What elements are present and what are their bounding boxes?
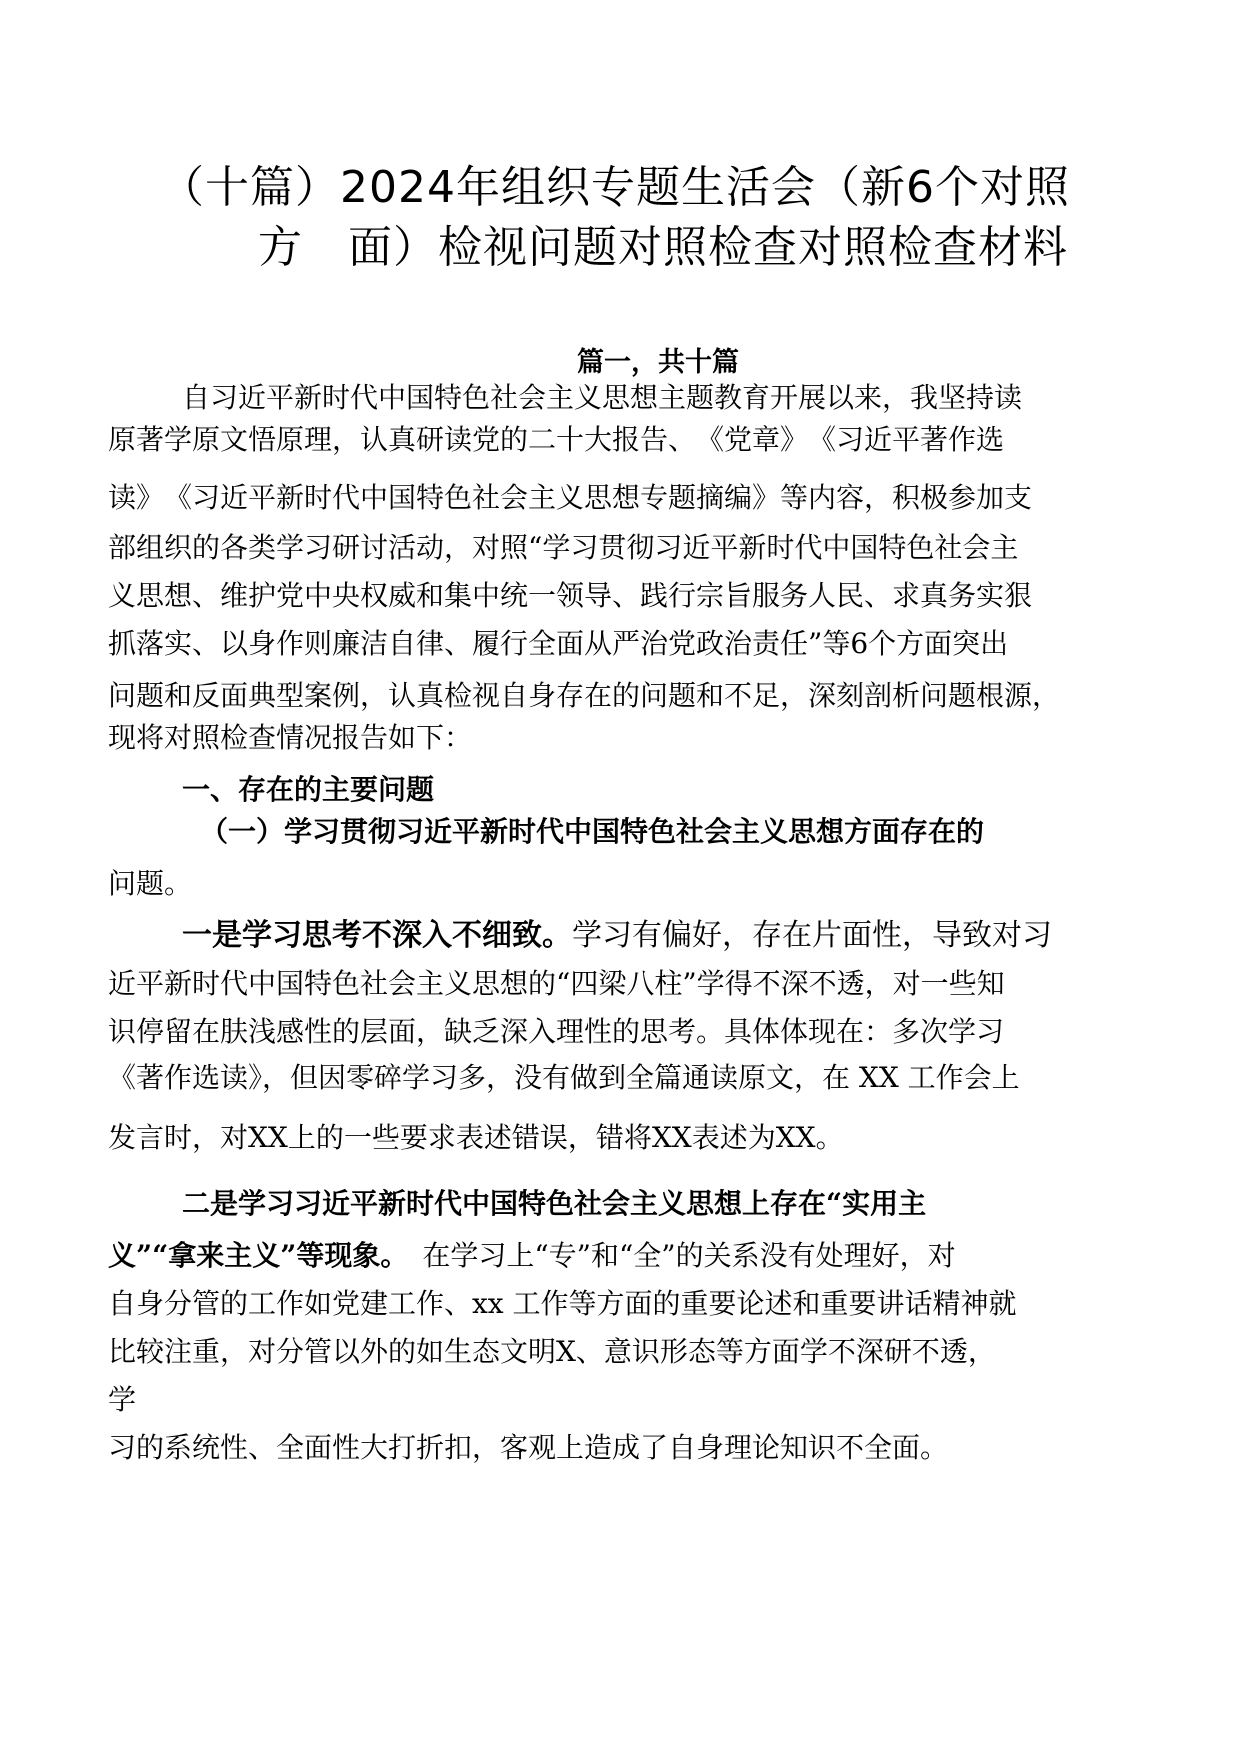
intro-line: 部组织的各类学习研讨活动，对照“学习贯彻习近平新时代中国特色社会主 xyxy=(108,531,1019,564)
point-1-line: 近平新时代中国特色社会主义思想的“四梁八柱”学得不深不透，对一些知 xyxy=(108,967,1005,1000)
point-1-text: 学习有偏好，存在片面性，导致对习 xyxy=(572,918,1052,953)
intro-line: 读》 《习近平新时代中国特色社会主义思想专题摘编》等内容，积极参加支 xyxy=(108,481,1033,514)
point-1-lead: 一是学习思考不深入不细致。 xyxy=(182,918,572,953)
point-2-line: 学 xyxy=(108,1383,137,1416)
intro-line: 自习近平新时代中国特色社会主义思想主题教育开展以来，我坚持读 xyxy=(182,381,1023,414)
point-1-line: 识停留在肤浅感性的层面，缺乏深入理性的思考。具体体现在：多次学习 xyxy=(108,1015,1005,1048)
point-1-line: 发言时，对XX上的一些要求表述错误，错将XX表述为XX。 xyxy=(108,1121,844,1154)
intro-line: 问题和反面典型案例，认真检视自身存在的问题和不足，深刻剖析问题根源， xyxy=(108,679,1061,712)
point-2-second-line xyxy=(108,1236,956,1276)
point-2-line: 习的系统性、全面性大打折扣，客观上造成了自身理论知识不全面。 xyxy=(108,1431,949,1464)
subsection-heading-continued: 问题。 xyxy=(108,867,193,900)
document-title-line-2: 方 面）检视问题对照检查对照检查材料 xyxy=(258,222,1068,273)
point-1-line: 《著作选读》，但因零碎学习多，没有做到全篇通读原文，在 XX 工作会上 xyxy=(108,1061,1020,1094)
subsection-heading: （一）学习贯彻习近平新时代中国特色社会主义思想方面存在的 xyxy=(200,815,985,848)
intro-line: 原著学原文悟原理，认真研读党的二十大报告、 《党章》 《习近平著作选 xyxy=(108,423,1005,456)
point-2-lead-line-1: 二是学习习近平新时代中国特色社会主义思想上存在“实用主 xyxy=(182,1187,927,1220)
intro-line: 义思想、维护党中央权威和集中统一领导、践行宗旨服务人民、求真务实狠 xyxy=(108,579,1033,612)
intro-line: 抓落实、以身作则廉洁自律、履行全面从严治党政治责任”等6个方面突出 xyxy=(108,627,1009,660)
point-2-line: 自身分管的工作如党建工作、xx 工作等方面的重要论述和重要讲话精神就 xyxy=(108,1287,1017,1320)
intro-line: 现将对照检查情况报告如下： xyxy=(108,721,473,754)
point-2-lead-line-2: 义”“拿来主义”等现象。 xyxy=(108,1239,395,1272)
part-subheading: 篇一，共十篇 xyxy=(577,347,739,378)
point-1-first-line xyxy=(182,916,1052,956)
section-heading: 一、存在的主要问题 xyxy=(182,773,435,806)
point-2-line: 比较注重，对分管以外的如生态文明X、意识形态等方面学不深研不透， xyxy=(108,1335,996,1368)
point-2-text: 在学习上“专”和“全”的关系没有处理好，对 xyxy=(422,1239,956,1272)
document-title-line-1: （十篇）2024年组织专题生活会（新6个对照 xyxy=(160,162,1070,213)
